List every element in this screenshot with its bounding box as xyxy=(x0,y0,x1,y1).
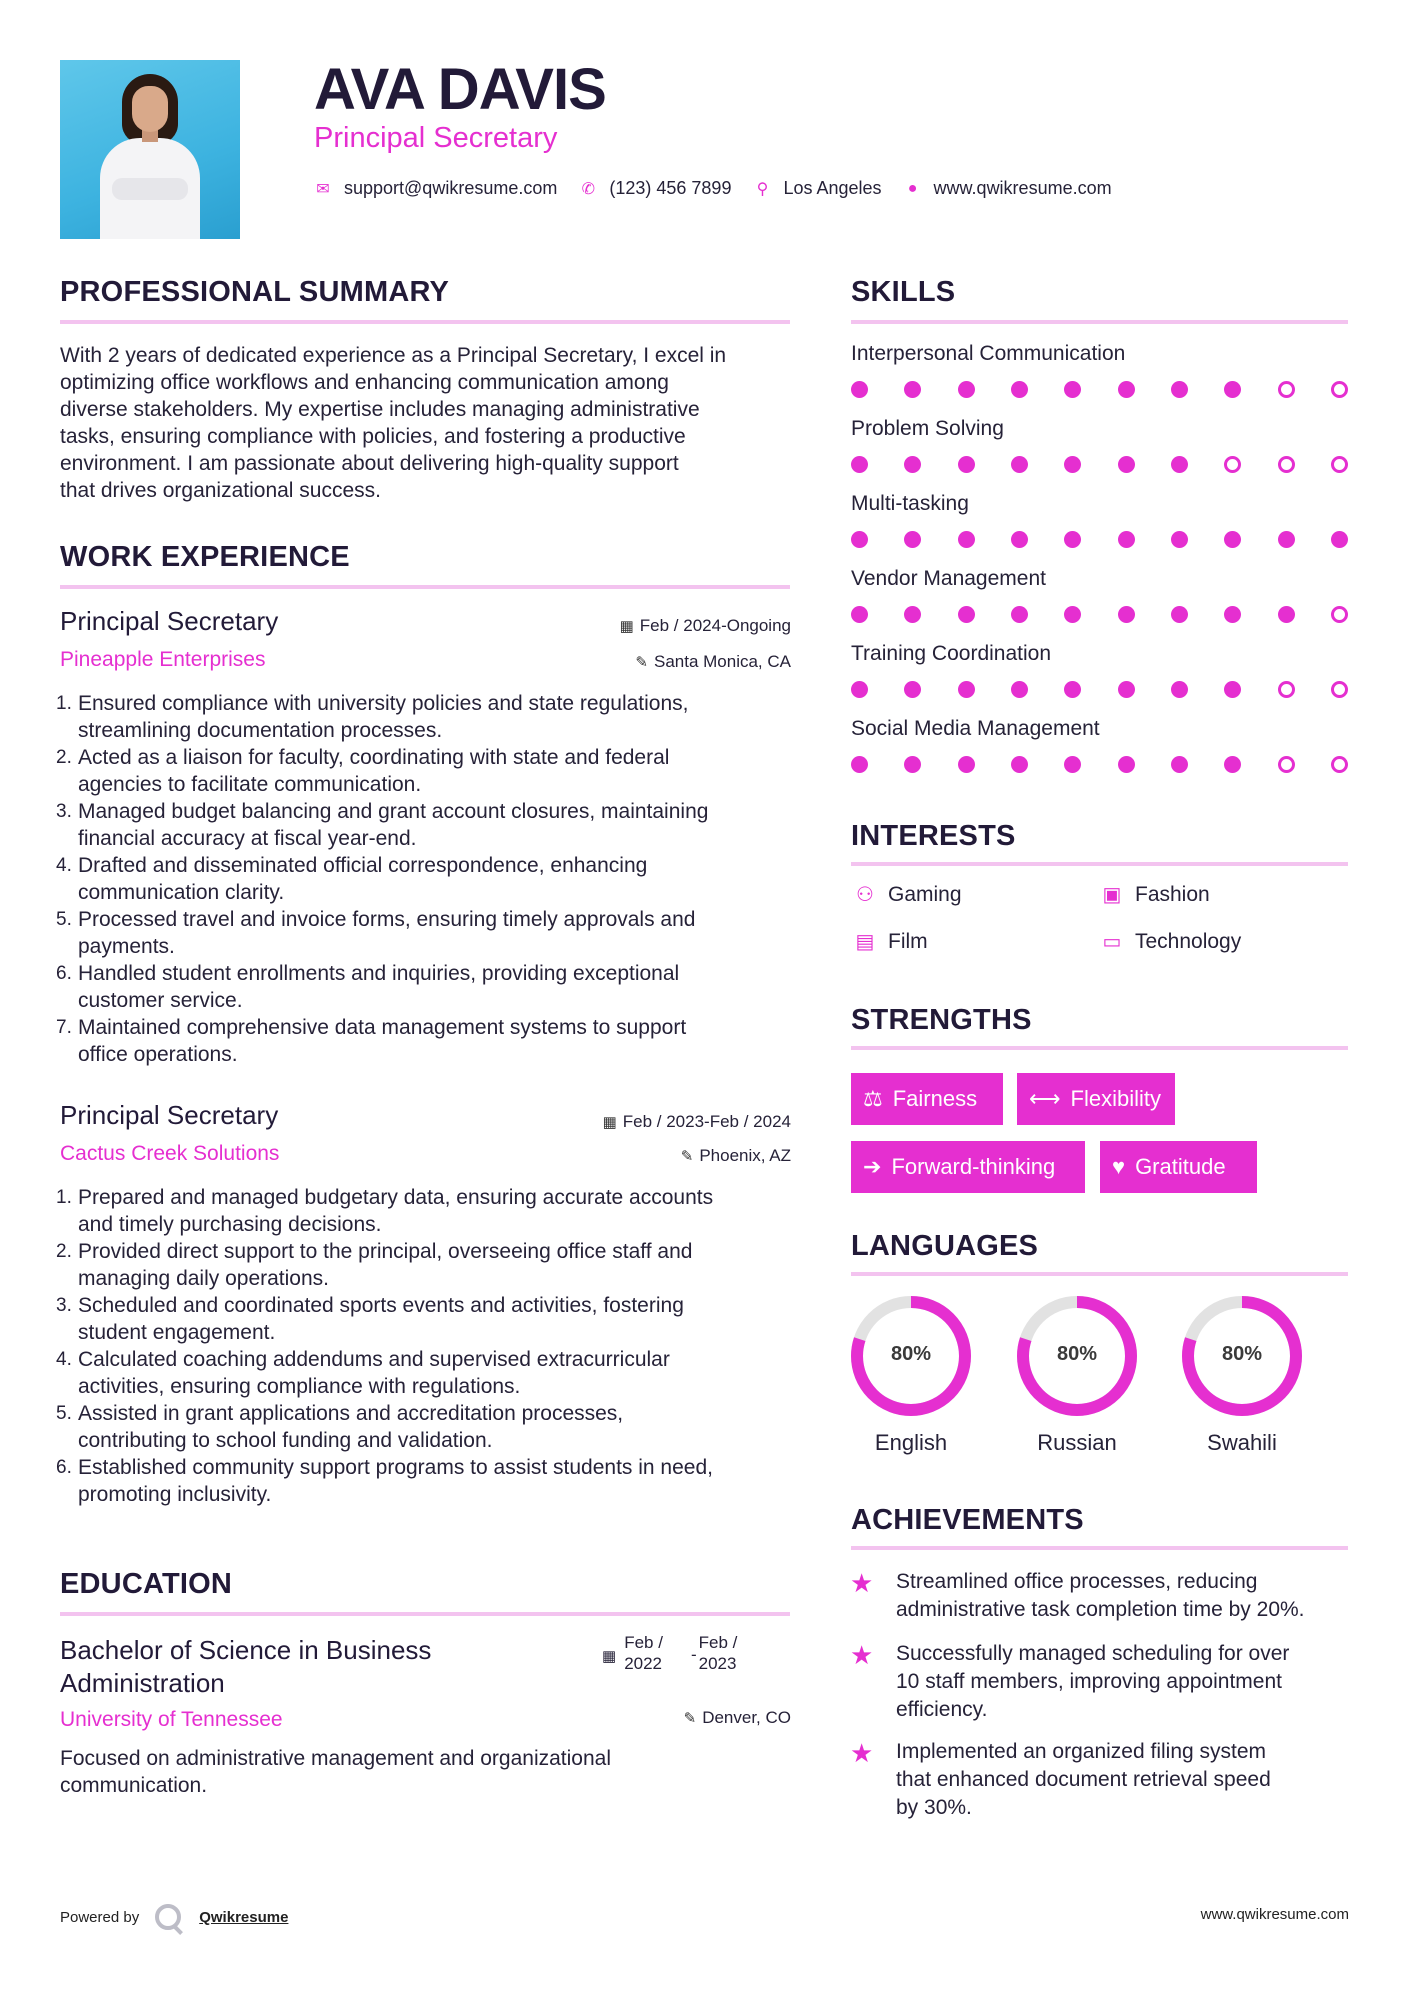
rating-dot-filled xyxy=(1224,681,1241,698)
gamepad-icon: ⚇ xyxy=(856,884,874,906)
rating-dot-filled xyxy=(1171,606,1188,623)
rating-dot-filled xyxy=(958,606,975,623)
rating-dot-filled xyxy=(1064,681,1081,698)
rating-dot-filled xyxy=(1171,531,1188,548)
skill-name: Multi-tasking xyxy=(851,492,969,515)
rating-dot-filled xyxy=(958,681,975,698)
strengths-heading: STRENGTHS xyxy=(851,1004,1032,1036)
rating-dot-filled xyxy=(1064,606,1081,623)
list-item xyxy=(56,906,800,960)
rating-dot-filled xyxy=(958,381,975,398)
languages-heading: LANGUAGES xyxy=(851,1230,1039,1262)
laptop-icon: ▭ xyxy=(1102,931,1122,953)
interest-technology: ▭ Technology xyxy=(1098,929,1241,954)
film-icon: ▤ xyxy=(855,931,875,953)
job-date-text: Feb / 2023-Feb / 2024 xyxy=(622,1112,791,1131)
interests-heading: INTERESTS xyxy=(851,820,1016,852)
item-number: 2. xyxy=(56,747,72,768)
item-line: Maintained comprehensive data management systems to support xyxy=(78,1016,687,1039)
item-number: 1. xyxy=(56,693,72,714)
rating-dot-filled xyxy=(1118,681,1135,698)
rating-dot-filled xyxy=(1118,531,1135,548)
experience-heading: WORK EXPERIENCE xyxy=(60,541,350,573)
job-title: Principal Secretary xyxy=(60,606,279,636)
item-number: 6. xyxy=(56,963,72,984)
list-item xyxy=(56,1454,800,1508)
rating-dot-filled xyxy=(1118,756,1135,773)
summary-divider xyxy=(60,320,790,324)
rating-dot-empty xyxy=(1278,381,1295,398)
rating-dot-empty xyxy=(1331,606,1348,623)
list-item xyxy=(56,1346,800,1400)
rating-dot-filled xyxy=(904,681,921,698)
achievements-heading: ACHIEVEMENTS xyxy=(851,1504,1084,1536)
skill-rating xyxy=(851,456,1348,473)
item-line: Established community support programs to assist students in need, xyxy=(78,1456,713,1479)
item-line: Ensured compliance with university policies and state regulations, xyxy=(78,692,689,715)
calendar-icon: ▦ xyxy=(619,618,634,635)
rating-dot-filled xyxy=(904,381,921,398)
item-line: Handled student enrollments and inquiries, providing exceptional xyxy=(78,962,680,985)
rating-dot-filled xyxy=(851,381,868,398)
language-percent: 80% xyxy=(1056,1343,1098,1365)
rating-dot-filled xyxy=(1171,681,1188,698)
profile-photo xyxy=(60,60,240,239)
achievement-item: Implemented an organized filing system that enhanced document retrieval speed by 30%. xyxy=(896,1740,1271,1819)
rating-dot-filled xyxy=(1171,381,1188,398)
degree-line: Administration xyxy=(60,1668,225,1698)
rating-dot-filled xyxy=(851,606,868,623)
list-item xyxy=(56,1184,800,1238)
rating-dot-filled xyxy=(1171,756,1188,773)
item-line: Processed travel and invoice forms, ensuring timely approvals and xyxy=(78,908,696,931)
interests-divider xyxy=(851,862,1348,866)
list-item xyxy=(56,1238,800,1292)
item-line: office operations. xyxy=(78,1043,238,1066)
item-line: managing daily operations. xyxy=(78,1267,329,1290)
rating-dot-filled xyxy=(1224,381,1241,398)
school-name: University of Tennessee xyxy=(60,1708,283,1731)
achievement-item: Successfully managed scheduling for over 10 staff members, improving appointment efficiency. xyxy=(896,1642,1290,1721)
item-line: and timely purchasing decisions. xyxy=(78,1213,382,1236)
strength-forward-thinking: ➔ Forward-thinking xyxy=(851,1141,1085,1193)
rating-dot-filled xyxy=(1011,606,1028,623)
job-title: Principal Secretary xyxy=(60,1100,279,1130)
globe-icon: ● xyxy=(907,179,918,197)
skill-name: Social Media Management xyxy=(851,717,1100,740)
phone-icon: ✆ xyxy=(581,180,596,198)
rating-dot-filled xyxy=(1011,456,1028,473)
contact-website[interactable]: www.qwikresume.com xyxy=(933,178,1112,198)
scale-icon: ⚖ xyxy=(863,1086,883,1111)
summary-line: environment. I am passionate about delivering high-quality support xyxy=(60,452,679,475)
strength-gratitude: ♥ Gratitude xyxy=(1100,1141,1257,1193)
rating-dot-empty xyxy=(1278,681,1295,698)
envelope-icon: ✉ xyxy=(316,180,330,198)
rating-dot-filled xyxy=(904,456,921,473)
rating-dot-empty xyxy=(1278,756,1295,773)
rating-dot-filled xyxy=(1064,756,1081,773)
rating-dot-filled xyxy=(1331,531,1348,548)
rating-dot-filled xyxy=(1011,681,1028,698)
achievement-item: Streamlined office processes, reducing administrative task completion time by 20%. xyxy=(896,1570,1305,1621)
item-line: Managed budget balancing and grant account closures, maintaining xyxy=(78,800,709,823)
heart-icon: ♥ xyxy=(1112,1154,1126,1179)
skill-name: Interpersonal Communication xyxy=(851,342,1126,365)
rating-dot-filled xyxy=(904,531,921,548)
skill-rating xyxy=(851,381,1348,398)
rating-dot-filled xyxy=(904,606,921,623)
rating-dot-filled xyxy=(1011,381,1028,398)
item-line: streamlining documentation processes. xyxy=(78,719,443,742)
degree-title xyxy=(60,1634,431,1700)
rating-dot-filled xyxy=(1224,606,1241,623)
summary-heading: PROFESSIONAL SUMMARY xyxy=(60,276,450,308)
languages-divider xyxy=(851,1272,1348,1276)
job-company: Cactus Creek Solutions xyxy=(60,1142,280,1165)
rating-dot-empty xyxy=(1331,681,1348,698)
language-percent: 80% xyxy=(890,1343,932,1365)
summary-line: optimizing office workflows and enhancing communication among xyxy=(60,371,669,394)
interest-film: ▤ Film xyxy=(851,929,928,954)
item-number: 5. xyxy=(56,909,72,930)
language-name: Swahili xyxy=(1207,1430,1277,1455)
date-end: Feb / 2023 xyxy=(698,1633,738,1673)
item-number: 2. xyxy=(56,1241,72,1262)
list-item xyxy=(56,1292,800,1346)
footer-brand-link[interactable]: Qwikresume xyxy=(199,1908,289,1926)
list-item xyxy=(56,960,800,1014)
star-icon: ★ xyxy=(850,1640,874,1670)
item-line: Prepared and managed budgetary data, ensuring accurate accounts xyxy=(78,1186,714,1209)
item-line: Drafted and disseminated official correspondence, enhancing xyxy=(78,854,648,877)
calendar-icon: ▦ xyxy=(602,1114,617,1131)
bag-icon: ▣ xyxy=(1102,884,1122,906)
skill-rating xyxy=(851,606,1348,623)
experience-divider xyxy=(60,585,790,589)
rating-dot-filled xyxy=(851,756,868,773)
skills-heading: SKILLS xyxy=(851,276,956,308)
rating-dot-empty xyxy=(1224,456,1241,473)
pin-icon: ✎ xyxy=(683,1710,697,1727)
interest-fashion: ▣ Fashion xyxy=(1098,882,1210,907)
degree-line: Bachelor of Science in Business xyxy=(60,1635,432,1665)
skill-rating xyxy=(851,681,1348,698)
strengths-divider xyxy=(851,1046,1348,1050)
date-start: Feb / 2022 xyxy=(624,1633,663,1673)
list-item xyxy=(56,744,800,798)
summary-line: tasks, ensuring compliance with policies, and fostering a productive xyxy=(60,425,686,448)
rating-dot-empty xyxy=(1331,456,1348,473)
item-line: activities, ensuring compliance with regulations. xyxy=(78,1375,521,1398)
item-line: promoting inclusivity. xyxy=(78,1483,272,1506)
job-duties xyxy=(56,1184,800,1508)
summary-line: diverse stakeholders. My expertise includes managing administrative xyxy=(60,398,700,421)
skill-rating xyxy=(851,756,1348,773)
job-company: Pineapple Enterprises xyxy=(60,648,266,671)
contact-bar xyxy=(314,178,1134,199)
pin-icon: ✎ xyxy=(680,1148,694,1165)
item-line: Scheduled and coordinated sports events and activities, fostering xyxy=(78,1294,684,1317)
item-number: 1. xyxy=(56,1187,72,1208)
item-number: 4. xyxy=(56,1349,72,1370)
rating-dot-filled xyxy=(1011,756,1028,773)
rating-dot-filled xyxy=(1064,531,1081,548)
rating-dot-filled xyxy=(1118,456,1135,473)
summary-line: With 2 years of dedicated experience as a Principal Secretary, I excel in xyxy=(60,344,727,367)
language-percent: 80% xyxy=(1221,1343,1263,1365)
contact-email[interactable]: support@qwikresume.com xyxy=(344,178,558,198)
list-item xyxy=(56,852,800,906)
footer-website[interactable]: www.qwikresume.com xyxy=(1200,1906,1349,1923)
rating-dot-filled xyxy=(958,756,975,773)
star-icon: ★ xyxy=(850,1568,874,1598)
rating-dot-filled xyxy=(1011,531,1028,548)
education-date xyxy=(602,1632,737,1674)
contact-phone[interactable]: (123) 456 7899 xyxy=(609,178,732,198)
rating-dot-filled xyxy=(1278,606,1295,623)
rating-dot-filled xyxy=(1224,756,1241,773)
job-duties xyxy=(56,690,800,1068)
item-number: 7. xyxy=(56,1017,72,1038)
footer-powered-by: Powered by Qwikresume xyxy=(60,1904,288,1930)
summary-line: that drives organizational success. xyxy=(60,479,381,502)
job-date xyxy=(603,1112,791,1132)
rating-dot-filled xyxy=(1064,381,1081,398)
rating-dot-filled xyxy=(851,531,868,548)
item-line: Calculated coaching addendums and supervised extracurricular xyxy=(78,1348,670,1371)
item-number: 3. xyxy=(56,1295,72,1316)
strength-flexibility: ⟷ Flexibility xyxy=(1017,1073,1175,1125)
rating-dot-empty xyxy=(1278,456,1295,473)
item-number: 5. xyxy=(56,1403,72,1424)
strength-fairness: ⚖ Fairness xyxy=(851,1073,1003,1125)
education-heading: EDUCATION xyxy=(60,1568,233,1600)
map-pin-icon: ⚲ xyxy=(756,180,769,198)
item-line: Acted as a liaison for faculty, coordinating with state and federal xyxy=(78,746,670,769)
job-location-text: Phoenix, AZ xyxy=(699,1146,791,1165)
education-location xyxy=(684,1708,791,1728)
rating-dot-empty xyxy=(1331,756,1348,773)
rating-dot-filled xyxy=(851,681,868,698)
interest-gaming: ⚇ Gaming xyxy=(851,882,962,907)
skills-divider xyxy=(851,320,1348,324)
list-item xyxy=(56,798,800,852)
item-number: 3. xyxy=(56,801,72,822)
item-number: 4. xyxy=(56,855,72,876)
item-line: payments. xyxy=(78,935,175,958)
rating-dot-filled xyxy=(1118,381,1135,398)
rating-dot-filled xyxy=(1118,606,1135,623)
item-line: Provided direct support to the principal, overseeing office staff and xyxy=(78,1240,693,1263)
item-line: agencies to facilitate communication. xyxy=(78,773,422,796)
summary-text xyxy=(60,342,800,504)
skill-name: Training Coordination xyxy=(851,642,1052,665)
rating-dot-filled xyxy=(904,756,921,773)
rating-dot-filled xyxy=(958,456,975,473)
item-line: customer service. xyxy=(78,989,243,1012)
list-item xyxy=(56,690,800,744)
job-location xyxy=(681,1146,791,1166)
rating-dot-empty xyxy=(1331,381,1348,398)
rating-dot-filled xyxy=(851,456,868,473)
list-item xyxy=(56,1400,800,1454)
skill-name: Problem Solving xyxy=(851,417,1004,440)
item-line: contributing to school funding and validation. xyxy=(78,1429,493,1452)
education-location-text: Denver, CO xyxy=(702,1708,791,1727)
job-location xyxy=(635,652,791,672)
education-description: Focused on administrative management and organizational communication. xyxy=(60,1747,611,1797)
pin-icon: ✎ xyxy=(635,654,648,671)
rating-dot-filled xyxy=(1171,456,1188,473)
item-number: 6. xyxy=(56,1457,72,1478)
date-dash: - xyxy=(690,1645,697,1664)
job-location-text: Santa Monica, CA xyxy=(653,652,791,671)
rating-dot-filled xyxy=(1064,456,1081,473)
language-name: Russian xyxy=(1037,1430,1117,1455)
contact-location: Los Angeles xyxy=(783,178,882,198)
candidate-name: AVA DAVIS xyxy=(314,57,606,122)
arrow-right-icon: ➔ xyxy=(863,1154,882,1179)
job-date xyxy=(620,616,791,636)
arrows-icon: ⟷ xyxy=(1029,1086,1061,1111)
skill-rating xyxy=(851,531,1348,548)
language-name: English xyxy=(874,1430,948,1455)
job-date-text: Feb / 2024-Ongoing xyxy=(639,616,791,635)
education-divider xyxy=(60,1612,790,1616)
qwikresume-logo-icon xyxy=(155,1904,181,1930)
item-line: Assisted in grant applications and accreditation processes, xyxy=(78,1402,624,1425)
list-item xyxy=(56,1014,800,1068)
candidate-title: Principal Secretary xyxy=(314,122,558,154)
star-icon: ★ xyxy=(850,1738,874,1768)
calendar-icon: ▦ xyxy=(602,1648,617,1665)
item-line: student engagement. xyxy=(78,1321,276,1344)
rating-dot-filled xyxy=(1278,531,1295,548)
item-line: financial accuracy at fiscal year-end. xyxy=(78,827,417,850)
rating-dot-filled xyxy=(958,531,975,548)
skill-name: Vendor Management xyxy=(851,567,1046,590)
item-line: communication clarity. xyxy=(78,881,285,904)
rating-dot-filled xyxy=(1224,531,1241,548)
achievements-divider xyxy=(851,1546,1348,1550)
